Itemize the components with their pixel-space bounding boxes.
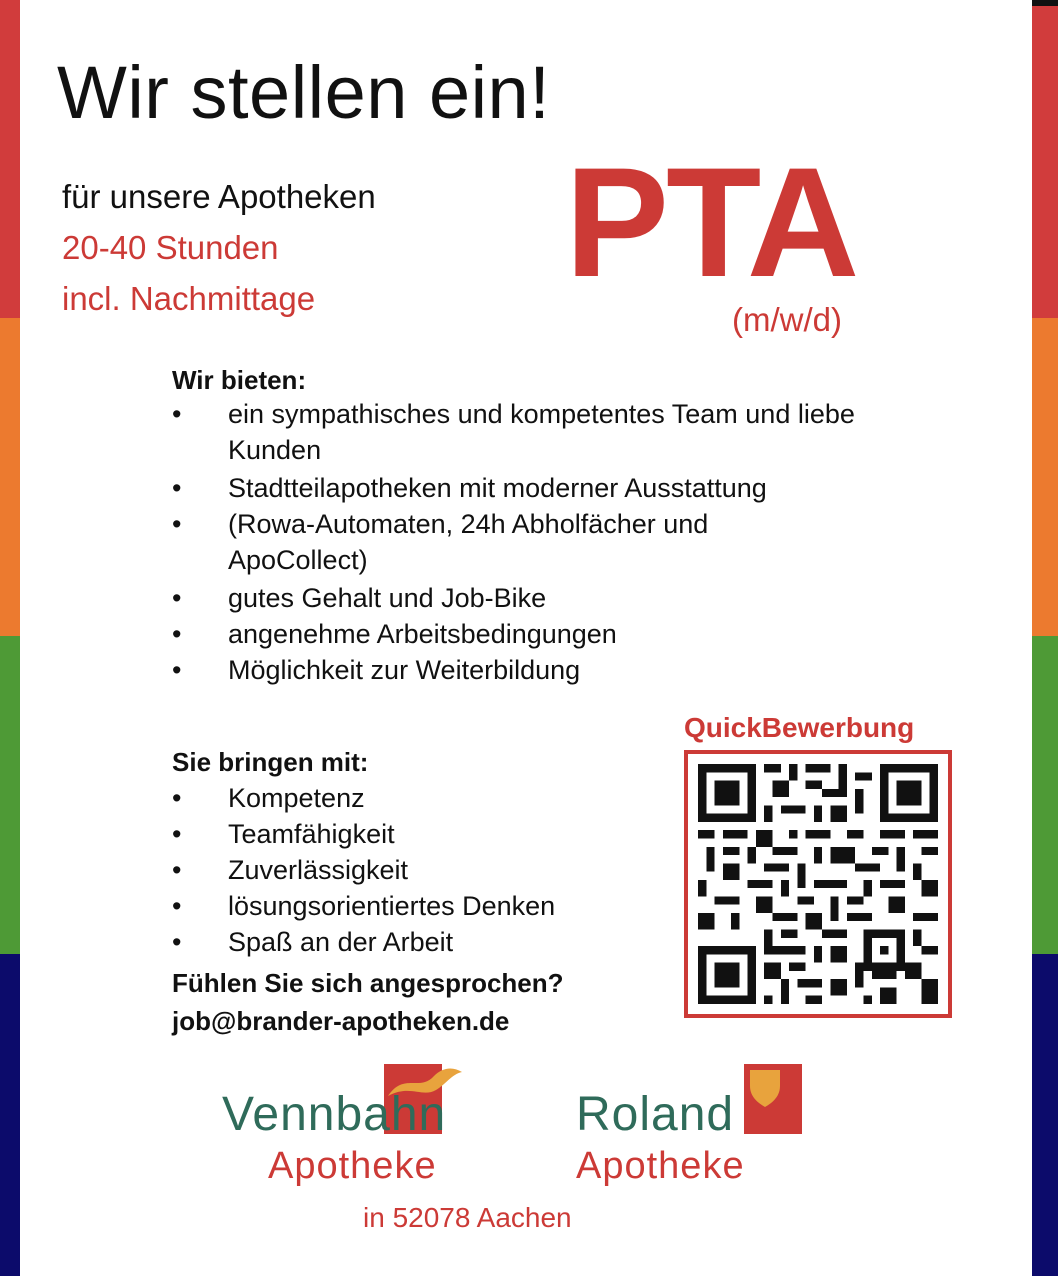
offer-list — [166, 396, 908, 688]
stripe-band-navy — [0, 954, 20, 1276]
roland-subtitle: Apotheke — [576, 1145, 745, 1187]
list-item: • Möglichkeit zur Weiterbildung — [172, 655, 581, 685]
intro-hours: 20-40 Stunden — [62, 229, 279, 266]
qr-code-icon — [698, 764, 938, 1004]
vennbahn-wordmark: Vennbahn — [222, 1088, 447, 1141]
list-item: • Spaß an der Arbeit — [172, 927, 454, 957]
left-rainbow-stripe — [0, 0, 20, 1276]
contact-email[interactable]: job@brander-apotheken.de — [172, 1006, 510, 1036]
stripe-band-red — [0, 0, 20, 318]
stripe-band-orange — [0, 318, 20, 636]
offer-title: Wir bieten: — [172, 365, 307, 395]
position-title: PTA — [565, 136, 857, 310]
location: in 52078 Aachen — [363, 1202, 572, 1233]
list-item: • lösungsorientiertes Denken — [172, 891, 556, 921]
list-item: • (Rowa-Automaten, 24h Abholfächer und ApoCollect) — [172, 509, 709, 575]
list-item: • Stadtteilapotheken mit moderner Ausstattung — [172, 473, 767, 503]
quick-apply-label: QuickBewerbung — [684, 712, 915, 743]
stripe-band-orange — [1032, 318, 1058, 636]
stripe-band-navy — [1032, 954, 1058, 1276]
position-gender: (m/w/d) — [732, 301, 842, 338]
stripe-band-green — [1032, 636, 1058, 954]
quick-apply-qr[interactable] — [684, 750, 952, 1018]
headline: Wir stellen ein! — [57, 51, 551, 134]
contact-question: Fühlen Sie sich angesprochen? — [172, 968, 564, 998]
shield-icon — [748, 1068, 782, 1108]
roland-apotheke-logo — [576, 1058, 816, 1188]
list-item: • ein sympathisches und kompetentes Team und liebe Kunden — [172, 399, 855, 465]
intro-pharmacies: für unsere Apotheken — [62, 178, 376, 215]
list-item: • angenehme Arbeitsbedingungen — [172, 619, 617, 649]
stripe-band-green — [0, 636, 20, 954]
list-item: • Teamfähigkeit — [172, 819, 395, 849]
intro-afternoons: incl. Nachmittage — [62, 280, 316, 317]
right-rainbow-stripe — [1032, 0, 1058, 1276]
stripe-band-red — [1032, 6, 1058, 318]
vennbahn-subtitle: Apotheke — [268, 1145, 437, 1187]
vennbahn-apotheke-logo — [222, 1058, 542, 1188]
requirements-title: Sie bringen mit: — [172, 747, 369, 777]
list-item: • Zuverlässigkeit — [172, 855, 409, 885]
list-item: • gutes Gehalt und Job-Bike — [172, 583, 547, 613]
list-item: • Kompetenz — [172, 783, 365, 813]
roland-wordmark: Roland — [576, 1088, 735, 1141]
